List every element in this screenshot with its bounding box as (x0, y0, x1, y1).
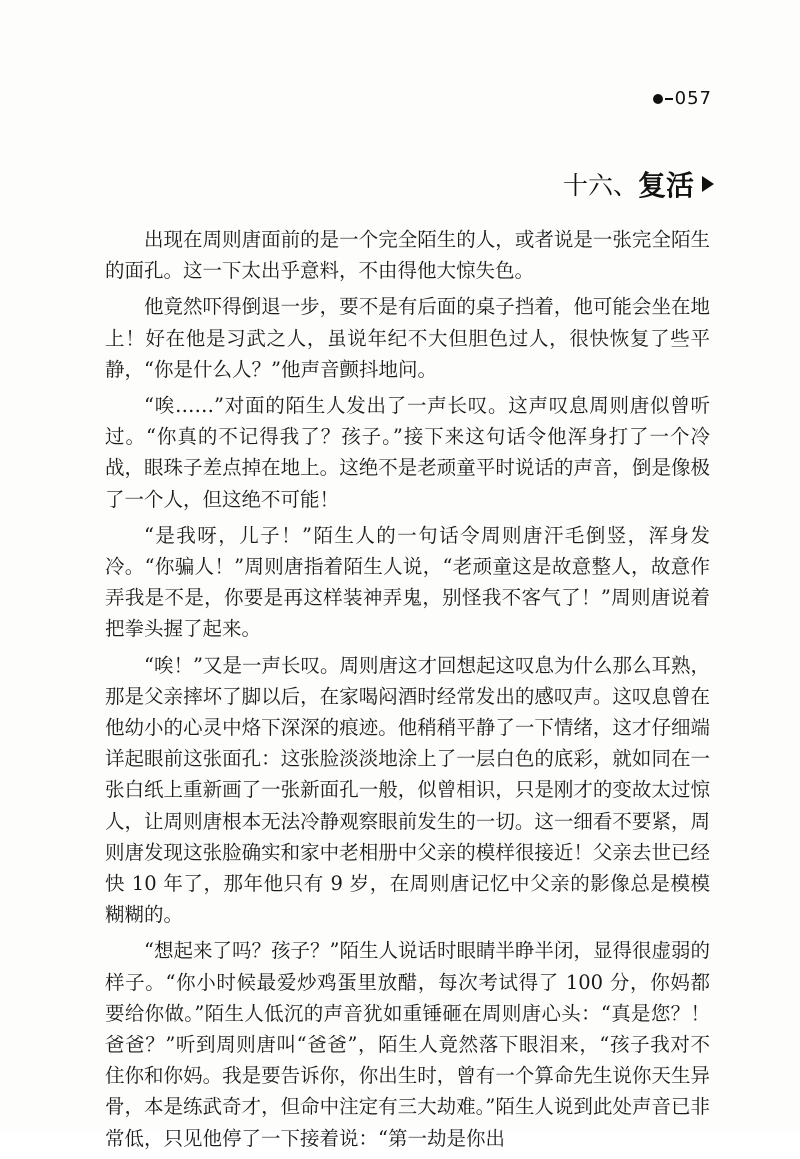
triangle-right-icon (702, 176, 714, 192)
paragraph: “唉！”又是一声长叹。周则唐这才回想起这叹息为什么那么耳熟，那是父亲摔坏了脚以后，在家喝闷酒时经常发出的感叹声。这叹息曾在他幼小的心灵中烙下深深的痕迹。他稍稍平静了一下情绪，这才仔细端详起眼前这张面孔：这张脸淡淡地涂上了一层白色的底彩，就如同在一张白纸上重新画了一张新面孔一般，似曾相识，只是刚才的变故太过惊人，让周则唐根本无法冷静观察眼前发生的一切。这一细看不要紧，周则唐发现这张脸确实和家中老相册中父亲的模样很接近！父亲去世已经快 10 年了，那年他只有 9 岁，在周则唐记忆中父亲的影像总是模模糊糊的。 (105, 653, 710, 927)
dash-marker-icon (665, 98, 673, 100)
bullet-marker-icon (653, 94, 663, 104)
body-text (105, 224, 710, 1159)
paragraph: “想起来了吗？孩子？”陌生人说话时眼睛半睁半闭，显得很虚弱的样子。“你小时候最爱炒鸡蛋里放醋，每次考试得了 100 分，你妈都要给你做。”陌生人低沉的声音犹如重锤砸在周则唐心头：“真是您？！爸爸？”听到周则唐叫“爸爸”，陌生人竟然落下眼泪来，“孩子我对不住你和你妈。我是要告诉你，你出生时，曾有一个算命先生说你天生异骨，本是练武奇才，但命中注定有三大劫难。”陌生人说到此处声音已非常低，只见他停了一下接着说：“第一劫是你出 (105, 939, 710, 1150)
page-number-text: 057 (674, 88, 712, 109)
chapter-heading (563, 164, 714, 204)
paragraph: “唉……”对面的陌生人发出了一声长叹。这声叹息周则唐似曾听过。“你真的不记得我了？孩子。”接下来这句话令他浑身打了一个冷战，眼珠子差点掉在地上。这绝不是老顽童平时说话的声音，倒是像极了一个人，但这绝不可能！ (105, 394, 710, 511)
paragraph: “是我呀，儿子！”陌生人的一句话令周则唐汗毛倒竖，浑身发冷。“你骗人！”周则唐指着陌生人说，“老顽童这是故意整人，故意作弄我是不是，你要是再这样装神弄鬼，别怪我不客气了！”周则唐说着把拳头握了起来。 (105, 523, 710, 641)
chapter-number: 十六、 (562, 171, 638, 200)
chapter-title: 复活 (637, 169, 694, 202)
paragraph: 他竟然吓得倒退一步，要不是有后面的桌子挡着，他可能会坐在地上！好在他是习武之人，虽说年纪不大但胆色过人，很快恢复了些平静，“你是什么人？”他声音颤抖地问。 (105, 295, 710, 381)
page-number (653, 88, 712, 109)
paragraph: 出现在周则唐面前的是一个完全陌生的人，或者说是一张完全陌生的面孔。这一下太出乎意料，不由得他大惊失色。 (105, 228, 710, 283)
